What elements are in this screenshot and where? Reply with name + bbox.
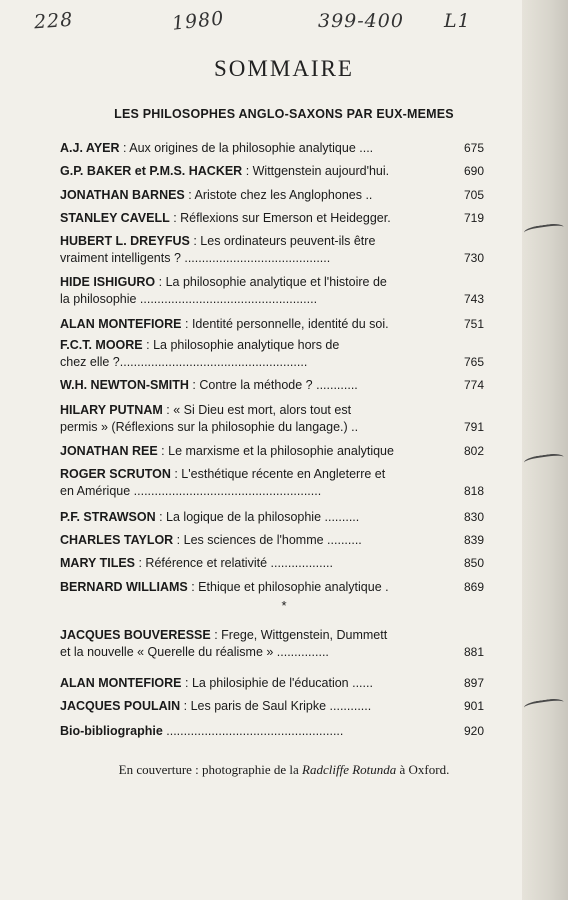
toc-entry <box>60 698 484 715</box>
entry-page: 690 <box>463 164 484 178</box>
entry-page: 881 <box>463 645 484 659</box>
entry-title: : « Si Dieu est mort, alors tout est <box>162 403 352 417</box>
entry-title-continued: permis » (Réflexions sur la philosophie du langage.) .. <box>60 420 359 434</box>
toc-entry <box>60 210 484 227</box>
entry-title-continued: et la nouvelle « Querelle du réalisme » ............... <box>60 645 329 659</box>
entry-page: 705 <box>463 188 484 202</box>
entry-author: CHARLES TAYLOR <box>60 533 174 547</box>
entry-author: JACQUES POULAIN <box>60 699 181 713</box>
entry-author: P.F. STRAWSON <box>60 510 156 524</box>
entry-author: ALAN MONTEFIORE <box>60 317 182 331</box>
entry-title: : L'esthétique récente en Angleterre et <box>170 467 386 481</box>
entry-title: : Le marxisme et la philosophie analytique <box>157 444 394 458</box>
entry-page: 901 <box>463 699 484 713</box>
entry-page: 839 <box>463 533 484 547</box>
section-separator: * <box>281 598 287 613</box>
entry-page: 751 <box>463 317 484 331</box>
entry-page: 869 <box>463 580 484 594</box>
entry-author: W.H. NEWTON-SMITH <box>60 378 189 392</box>
toc-entry <box>60 337 484 371</box>
entry-title: : La logique de la philosophie .......... <box>155 510 360 524</box>
entry-author: G.P. BAKER et P.M.S. HACKER <box>60 164 243 178</box>
entry-title: : Aux origines de la philosophie analytique .... <box>119 141 374 155</box>
entry-title-continued: la philosophie ................................................... <box>60 292 318 306</box>
toc-entry <box>60 140 484 157</box>
entry-page: 743 <box>463 292 484 306</box>
entry-page: 774 <box>463 378 484 392</box>
toc-entry <box>60 555 484 572</box>
toc-entry <box>60 274 484 308</box>
toc-entry <box>60 675 484 692</box>
entry-author: HUBERT L. DREYFUS <box>60 234 190 248</box>
toc-entry <box>60 316 484 333</box>
handwritten-number: 228 <box>33 8 74 34</box>
entry-page: 818 <box>463 484 484 498</box>
toc-entry <box>60 443 484 460</box>
entry-title-continued: en Amérique ...................................................... <box>60 484 322 498</box>
entry-page: 830 <box>463 510 484 524</box>
toc-entry <box>60 466 484 500</box>
entry-page: 719 <box>463 211 484 225</box>
entry-author: MARY TILES <box>60 556 136 570</box>
toc-entry <box>60 532 484 549</box>
binding-stitch <box>523 697 564 714</box>
handwritten-range: 399-400 <box>318 10 404 32</box>
entry-author: HIDE ISHIGURO <box>60 275 156 289</box>
entry-title: : Wittgenstein aujourd'hui. <box>242 164 390 178</box>
entry-author: STANLEY CAVELL <box>60 211 170 225</box>
toc-entry <box>60 187 484 204</box>
entry-title: : La philosiphie de l'éducation ...... <box>181 676 373 690</box>
caption-suffix: à Oxford. <box>396 762 450 777</box>
entry-title: : Référence et relativité .................. <box>135 556 334 570</box>
entry-page: 920 <box>463 724 484 738</box>
entry-author: JONATHAN REE <box>60 444 158 458</box>
toc-entry <box>60 163 484 180</box>
entry-page: 765 <box>463 355 484 369</box>
entry-title: : Contre la méthode ? ............ <box>188 378 358 392</box>
entry-title: : Les paris de Saul Kripke ............ <box>180 699 372 713</box>
toc-entry <box>60 233 484 267</box>
entry-author: ALAN MONTEFIORE <box>60 676 182 690</box>
handwritten-year: 1980 <box>170 7 226 35</box>
entry-title: : La philosophie analytique hors de <box>142 338 340 352</box>
toc-entry <box>60 402 484 436</box>
section-subtitle: LES PHILOSOPHES ANGLO-SAXONS PAR EUX-MEMES <box>114 107 454 121</box>
entry-page: 897 <box>463 676 484 690</box>
entry-page: 675 <box>463 141 484 155</box>
entry-title: : Frege, Wittgenstein, Dummett <box>210 628 388 642</box>
caption-prefix: En couverture : photographie de la <box>118 762 303 777</box>
entry-title: ................................................... <box>162 724 344 738</box>
entry-title: : Aristote chez les Anglophones .. <box>184 188 373 202</box>
handwritten-mark: L1 <box>444 10 471 32</box>
entry-author: HILARY PUTNAM <box>60 403 163 417</box>
entry-author: A.J. AYER <box>60 141 120 155</box>
toc-entry <box>60 377 484 394</box>
entry-title: : La philosophie analytique et l'histoire de <box>155 275 387 289</box>
entry-title-continued: vraiment intelligents ? .......................................... <box>60 251 331 265</box>
toc-entry <box>60 723 484 740</box>
entry-author: BERNARD WILLIAMS <box>60 580 188 594</box>
entry-author: JACQUES BOUVERESSE <box>60 628 211 642</box>
entry-author: JONATHAN BARNES <box>60 188 185 202</box>
entry-author: Bio-bibliographie <box>60 724 163 738</box>
entry-title: : Réflexions sur Emerson et Heidegger. <box>169 211 391 225</box>
entry-author: F.C.T. MOORE <box>60 338 143 352</box>
page-title: SOMMAIRE <box>214 56 354 81</box>
entry-title: : Les sciences de l'homme .......... <box>173 533 362 547</box>
cover-caption <box>0 762 568 778</box>
binding-stitch <box>523 452 564 469</box>
toc-entry <box>60 579 484 596</box>
entry-title: : Identité personnelle, identité du soi. <box>181 317 389 331</box>
entry-page: 791 <box>463 420 484 434</box>
toc-entry <box>60 509 484 526</box>
entry-title: : Ethique et philosophie analytique . <box>187 580 389 594</box>
entry-page: 730 <box>463 251 484 265</box>
entry-page: 802 <box>463 444 484 458</box>
entry-author: ROGER SCRUTON <box>60 467 171 481</box>
caption-italic: Radcliffe Rotunda <box>302 762 397 777</box>
entry-title: : Les ordinateurs peuvent-ils être <box>189 234 376 248</box>
entry-title-continued: chez elle ?...................................................... <box>60 355 308 369</box>
binding-stitch <box>523 222 564 239</box>
entry-page: 850 <box>463 556 484 570</box>
toc-entry <box>60 627 484 661</box>
